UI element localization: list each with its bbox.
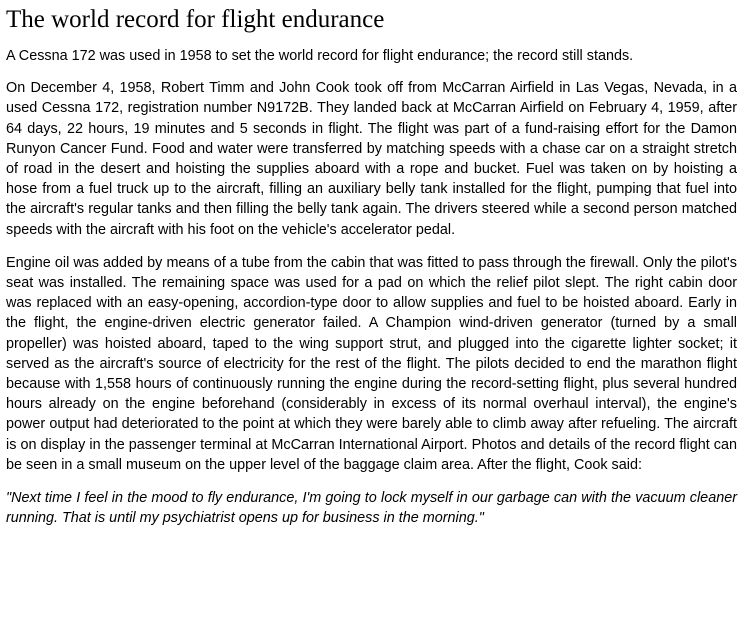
intro-paragraph: A Cessna 172 was used in 1958 to set the world record for flight endurance; the record still stands. [6,48,634,64]
quote-paragraph: "Next time I feel in the mood to fly endurance, I'm going to lock myself in our garbage can with the vacuum cleaner running. That is until my psychiatrist opens up for business in the morning." [6,490,737,527]
page-title: The world record for flight endurance [6,6,385,33]
body-paragraph-1: On December 4, 1958, Robert Timm and John Cook took off from McCarran Airfield in Las Vegas, Nevada, in a used Cessna 172, registration number N9172B. They landed back at McCarran Airfield on February 4, 1959, after 64 days, 22 hours, 19 minutes and 5 seconds in flight. The flight was part of a fund-raising effort for the Damon Runyon Cancer Fund. Food and water were transferred by matching speeds with a chase car on a straight stretch of road in the desert and hoisting the supplies aboard with a rope and bucket. Fuel was taken on by hoisting a hose from a fuel truck up to the aircraft, filling an auxiliary belly tank installed for the flight, pumping that fuel into the aircraft's regular tanks and then filling the belly tank again. The drivers steered while a second person matched speeds with the aircraft with his foot on the vehicle's accelerator pedal. [6,80,737,238]
body-paragraph-2: Engine oil was added by means of a tube from the cabin that was fitted to pass through the firewall. Only the pilot's seat was installed. The remaining space was used for a pad on which the relief pilot slept. The right cabin door was replaced with an easy-opening, accordion-type door to allow supplies and fuel to be hoisted aboard. Early in the flight, the engine-driven electric generator failed. A Champion wind-driven generator (turned by a small propeller) was hoisted aboard, taped to the wing support strut, and plugged into the cigarette lighter socket; it served as the aircraft's source of electricity for the rest of the flight. The pilots decided to end the marathon flight because with 1,558 hours of continuously running the engine during the record-setting flight, plus several hundred hours already on the engine beforehand (considerably in excess of its normal overhaul interval), the engine's power output had deteriorated to the point at which they were barely able to climb away after refueling. The aircraft is on display in the passenger terminal at McCarran International Airport. Photos and details of the record flight can be seen in a small museum on the upper level of the baggage claim area. After the flight, Cook said: [6,254,737,473]
